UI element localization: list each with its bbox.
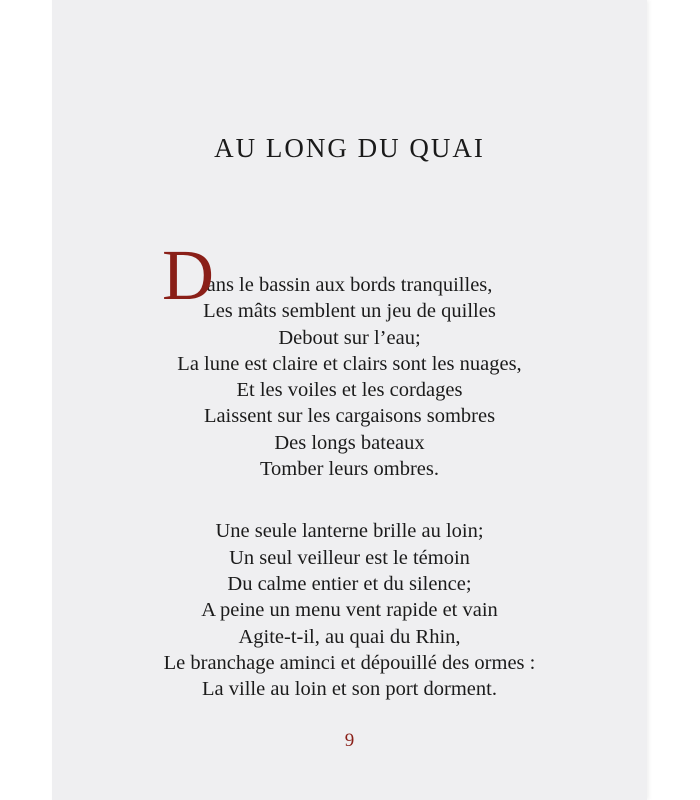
- poem-title: AU LONG DU QUAI: [214, 133, 485, 163]
- poem-line: La lune est claire et clairs sont les nuages,: [177, 352, 522, 375]
- first-line-text: ans le bassin aux bords tranquilles,: [206, 274, 493, 296]
- poem-line: Agite-t-il, au quai du Rhin,: [238, 625, 461, 648]
- poem-line: Le branchage aminci et dépouillé des ormes :: [163, 651, 536, 674]
- page-number: 9: [344, 730, 355, 751]
- poem-line: Laissent sur les cargaisons sombres: [203, 405, 496, 428]
- stanza-break: [52, 482, 647, 518]
- poem-line: Un seul veilleur est le témoin: [229, 546, 470, 569]
- poem-line: Des longs bateaux: [274, 431, 425, 454]
- poem-line: A peine un menu vent rapide et vain: [201, 599, 498, 622]
- poem-line: La ville au loin et son port dorment.: [202, 678, 497, 701]
- poem-line: Et les voiles et les cordages: [236, 379, 463, 402]
- poem-line: Du calme entier et du silence;: [227, 572, 472, 595]
- poem-line: Une seule lanterne brille au loin;: [215, 520, 484, 543]
- poem-line: Debout sur l’eau;: [278, 326, 421, 349]
- drop-cap: D: [162, 235, 214, 315]
- poem-line: Les mâts semblent un jeu de quilles: [203, 300, 496, 323]
- poem-line: Tomber leurs ombres.: [259, 458, 440, 481]
- poem-body: [52, 235, 647, 702]
